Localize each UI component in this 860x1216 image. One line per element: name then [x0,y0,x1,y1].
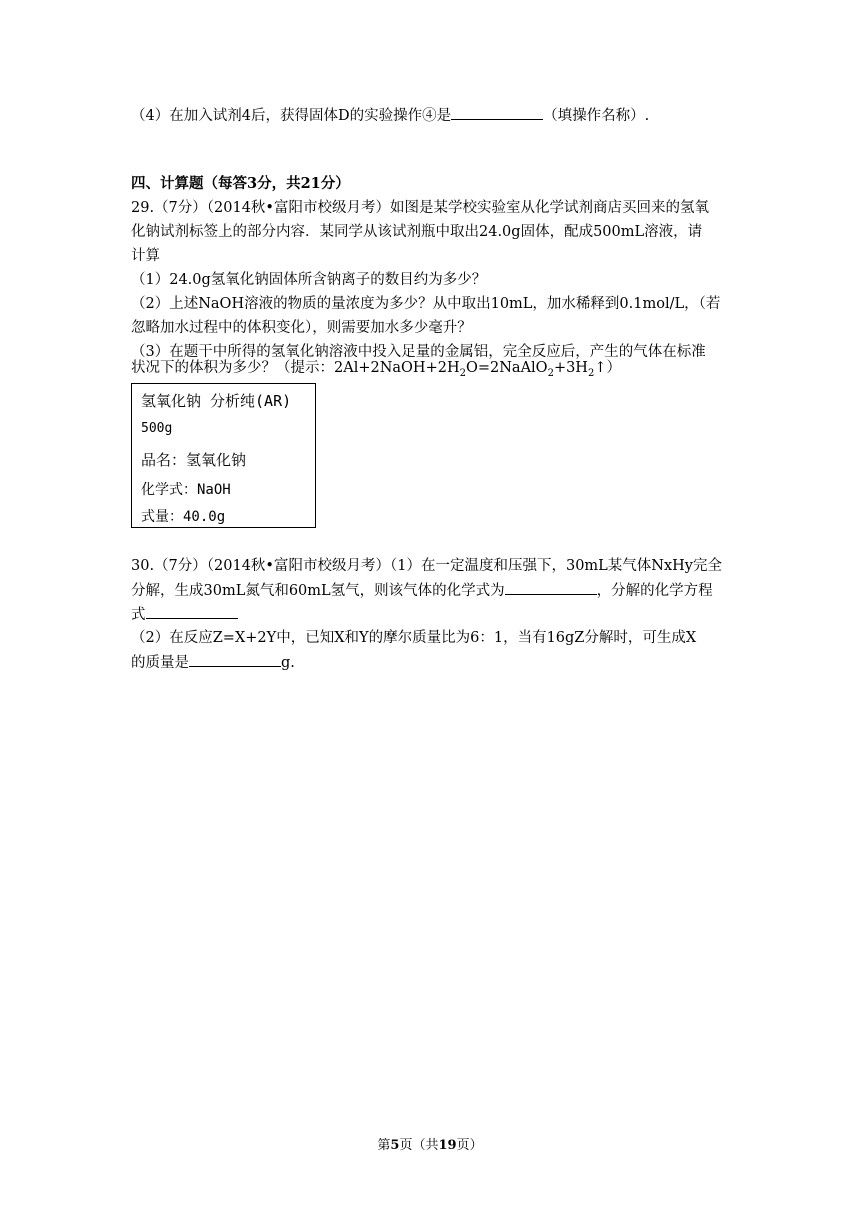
footer-prefix: 第 [377,1138,391,1153]
q29-sub3-line2 [131,356,621,380]
answer-blank[interactable] [451,103,543,120]
q30-line1: 30.（7分）（2014秋•富阳市校级月考）（1）在一定温度和压强下，30mL某气体NxHy完全 [131,558,722,574]
footer-mid: 页（共 [399,1138,439,1153]
section-title: 四、计算题（每答3分，共21分） [131,175,350,192]
q30-sub2-unit: g. [281,655,295,671]
page-footer [0,1134,860,1153]
equation-part: O=2NaAlO [465,360,548,376]
q28-part4-hint: （填操作名称）. [543,108,650,124]
q28-part4 [131,103,649,128]
q29-sub3-line1: （3）在题干中所得的氢氧化钠溶液中投入足量的金属铝，完全反应后，产生的气体在标准 [131,344,706,360]
answer-blank[interactable] [146,602,238,619]
q29-sub2-line1: （2）上述NaOH溶液的物质的量浓度为多少？从中取出10mL，加水稀释到0.1mol/L，（若 [131,296,721,312]
q30-line3-text: 式 [131,607,146,623]
equation-part: 状况下的体积为多少？（提示：2Al+2NaOH+2H [131,360,460,376]
subscript: 2 [587,367,595,379]
label-formula: 化学式：NaOH [141,482,231,498]
q29-line2: 化钠试剂标签上的部分内容．某同学从该试剂瓶中取出24.0g固体，配成500mL溶液，请 [131,224,703,240]
label-formula-weight: 式量：40.0g [141,509,226,525]
footer-suffix: 页） [456,1138,483,1153]
equation-part: +3H [553,360,588,376]
q28-part4-text: （4）在加入试剂4后，获得固体D的实验操作④是 [131,108,452,124]
q29-line3: 计算 [131,248,160,264]
subscript: 2 [459,367,466,379]
q30-line3 [131,602,238,627]
answer-blank[interactable] [189,650,281,667]
answer-blank[interactable] [505,578,597,595]
page-number: 5 [390,1138,400,1153]
q30-line2-suffix: ，分解的化学方程 [596,583,713,599]
q30-sub2-line1: （2）在反应Z=X+2Y中，已知X和Y的摩尔质量比为6：1，当有16gZ分解时，可生成X [131,630,697,646]
equation-part: ↑） [594,360,621,376]
q29-line1: 29.（7分）（2014秋•富阳市校级月考）如图是某学校实验室从化学试剂商店买回来的氢氧 [131,200,709,216]
label-header: 氢氧化钠 分析纯(AR) [141,392,292,410]
q30-sub2-line2 [131,650,295,675]
label-product-name: 品名：氢氧化钠 [141,451,247,469]
q29-sub1: （1）24.0g氢氧化钠固体所含钠离子的数目约为多少？ [131,272,487,288]
total-pages: 19 [438,1138,457,1153]
subscript: 2 [547,367,554,379]
reagent-label-figure [131,383,316,528]
q30-line2-text: 分解，生成30mL氮气和60mL氢气，则该气体的化学式为 [131,583,505,599]
q29-sub2-line2: 忽略加水过程中的体积变化），则需要加水多少毫升？ [131,320,472,336]
label-weight: 500g [141,421,173,436]
q30-line2 [131,578,713,603]
q30-sub2-text: 的质量是 [131,655,189,671]
